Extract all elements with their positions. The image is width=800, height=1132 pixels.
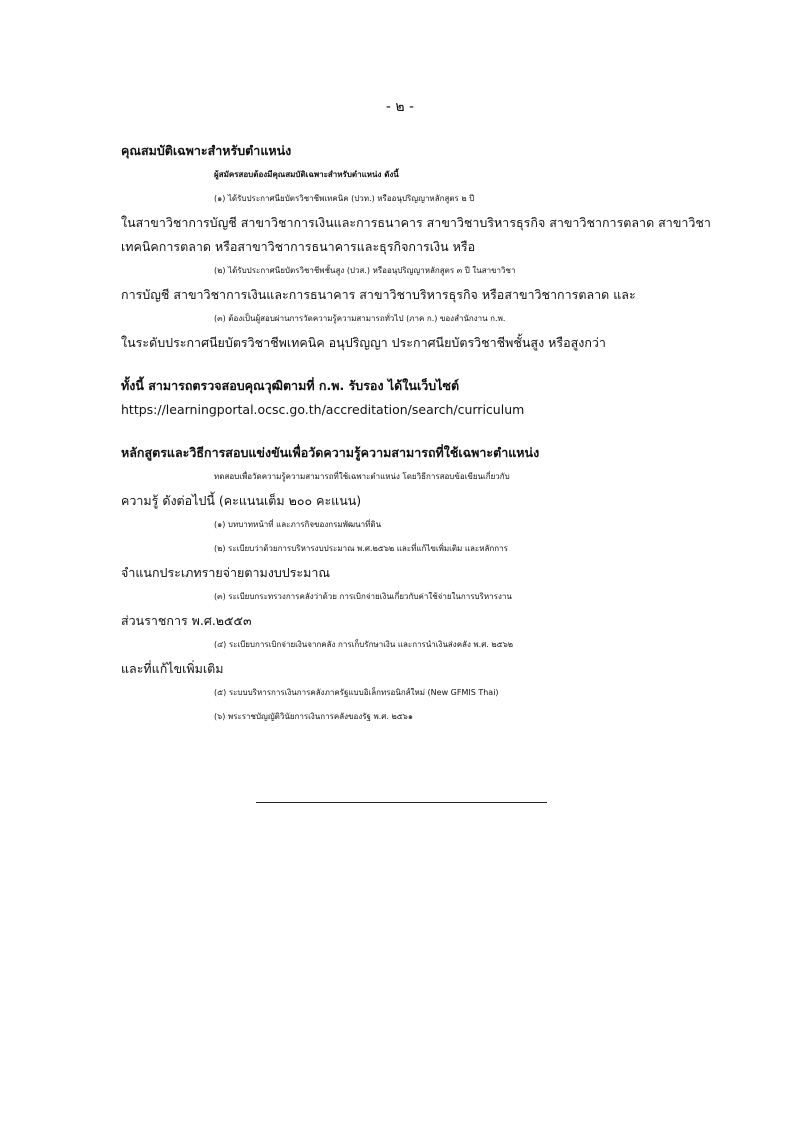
exam-heading: หลักสูตรและวิธีการสอบแข่งขันเพื่อวัดความรู้ความสามารถที่ใช้เฉพาะตำแหน่ง bbox=[121, 445, 540, 460]
qualification-item-2-line-2: การบัญชี สาขาวิชาการเงินและการธนาคาร สาขาวิชาบริหารธุรกิจ หรือสาขาวิชาการตลาด และ bbox=[121, 287, 636, 302]
separator-line bbox=[256, 802, 547, 803]
qualification-heading: คุณสมบัติเฉพาะสำหรับตำแหน่ง bbox=[121, 143, 292, 158]
exam-topic-4-line-2: และที่แก้ไขเพิ่มเติม bbox=[121, 661, 224, 676]
qualification-item-3-line-1: (๓) ต้องเป็นผู้สอบผ่านการวัดความรู้ความสามารถทั่วไป (ภาค ก.) ของสำนักงาน ก.พ. bbox=[214, 314, 506, 323]
exam-topic-4-line-1: (๔) ระเบียบการเบิกจ่ายเงินจากคลัง การเก็บรักษาเงิน และการนำเงินส่งคลัง พ.ศ. ๒๕๖๒ bbox=[214, 640, 514, 649]
exam-topic-2-line-1: (๒) ระเบียบว่าด้วยการบริหารงบประมาณ พ.ศ.๒๕๖๒ และที่แก้ไขเพิ่มเติม และหลักการ bbox=[214, 544, 508, 553]
exam-topic-3-line-2: ส่วนราชการ พ.ศ.๒๕๕๓ bbox=[121, 613, 252, 628]
page-number: - ๒ - bbox=[385, 99, 415, 115]
exam-topic-5: (๕) ระบบบริหารการเงินการคลังภาครัฐแบบอิเล็กทรอนิกส์ใหม่ (New GFMIS Thai) bbox=[214, 688, 499, 697]
qualification-item-3-line-2: ในระดับประกาศนียบัตรวิชาชีพเทคนิค อนุปริญญา ประกาศนียบัตรวิชาชีพชั้นสูง หรือสูงกว่า bbox=[121, 335, 606, 350]
exam-intro-line-2: ความรู้ ดังต่อไปนี้ (คะแนนเต็ม ๒๐๐ คะแนน) bbox=[121, 493, 362, 508]
qualification-item-2-line-1: (๒) ได้รับประกาศนียบัตรวิชาชีพชั้นสูง (ปวส.) หรืออนุปริญญาหลักสูตร ๓ ปี ในสาขาวิชา bbox=[214, 266, 516, 275]
qualification-item-1-line-1: (๑) ได้รับประกาศนียบัตรวิชาชีพเทคนิค (ปวท.) หรืออนุปริญญาหลักสูตร ๒ ปี bbox=[214, 194, 475, 203]
qualification-item-1-line-3: เทคนิคการตลาด หรือสาขาวิชาการธนาคารและธุรกิจการเงิน หรือ bbox=[121, 239, 476, 254]
exam-topic-1: (๑) บทบาทหน้าที่ และภารกิจของกรมพัฒนาที่ดิน bbox=[214, 520, 382, 529]
verification-url[interactable]: https://learningportal.ocsc.go.th/accreditation/search/curriculum bbox=[121, 402, 525, 417]
verification-text: ทั้งนี้ สามารถตรวจสอบคุณวุฒิตามที่ ก.พ. รับรอง ได้ในเว็บไซต์ bbox=[121, 378, 460, 393]
qualification-subheading: ผู้สมัครสอบต้องมีคุณสมบัติเฉพาะสำหรับตำแหน่ง ดังนี้ bbox=[214, 170, 399, 179]
exam-topic-3-line-1: (๓) ระเบียบกระทรวงการคลังว่าด้วย การเบิกจ่ายเงินเกี่ยวกับค่าใช้จ่ายในการบริหารงาน bbox=[214, 592, 512, 601]
exam-intro-line-1: ทดสอบเพื่อวัดความรู้ความสามารถที่ใช้เฉพาะตำแหน่ง โดยวิธีการสอบข้อเขียนเกี่ยวกับ bbox=[214, 472, 510, 481]
qualification-item-1-line-2: ในสาขาวิชาการบัญชี สาขาวิชาการเงินและการธนาคาร สาขาวิชาบริหารธุรกิจ สาขาวิชาการตลาด สาขาวิชา bbox=[121, 215, 711, 230]
exam-topic-6: (๖) พระราชบัญญัติวินัยการเงินการคลังของรัฐ พ.ศ. ๒๕๖๑ bbox=[214, 712, 413, 721]
exam-topic-2-line-2: จำแนกประเภทรายจ่ายตามงบประมาณ bbox=[121, 565, 330, 580]
